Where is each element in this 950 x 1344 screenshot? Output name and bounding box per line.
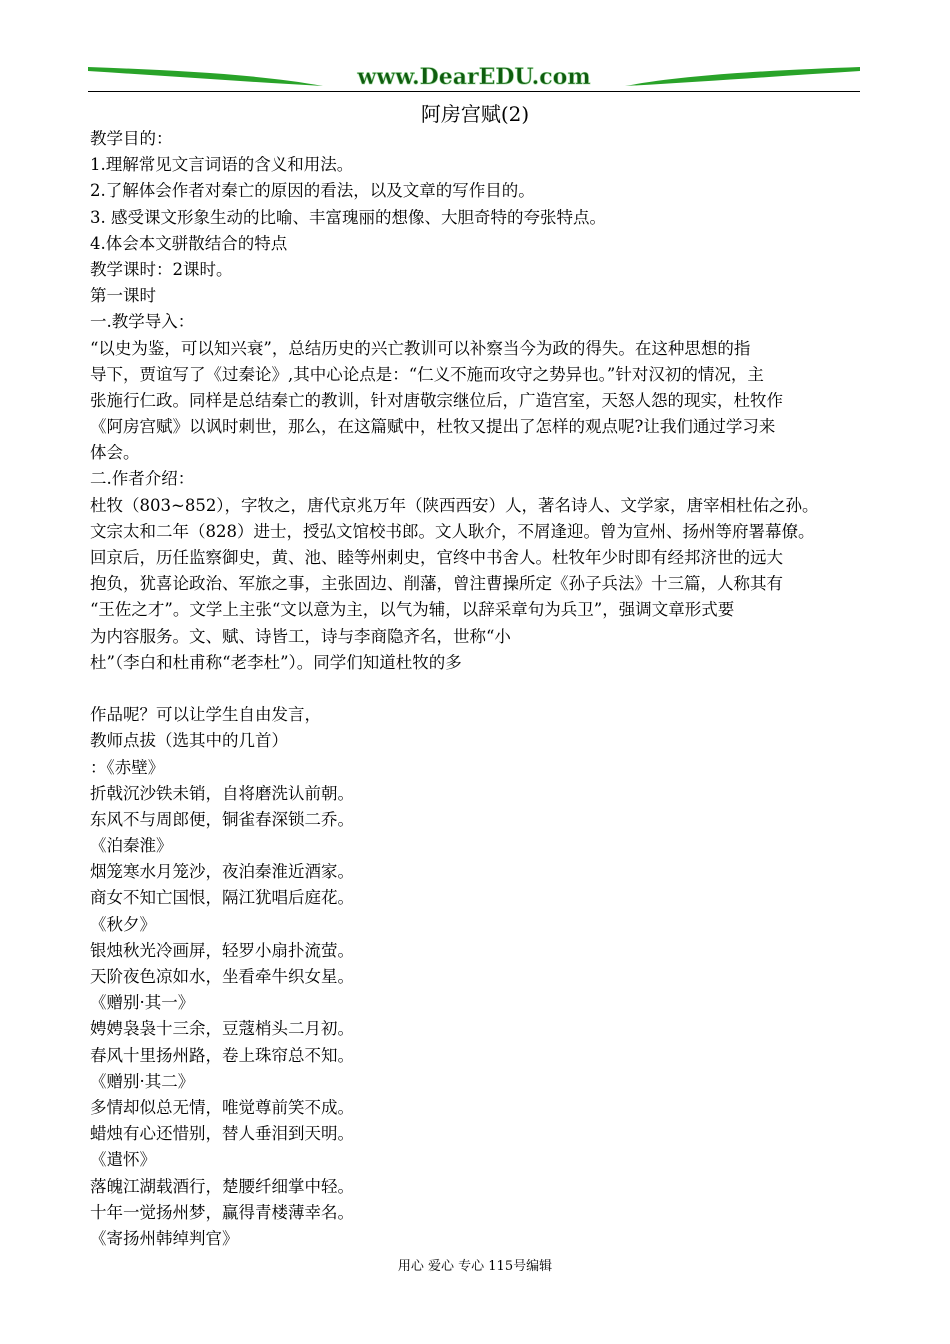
text-line: 2.了解体会作者对秦亡的原因的看法，以及文章的写作目的。 bbox=[90, 181, 535, 201]
text-line: 烟笼寒水月笼沙，夜泊秦淮近酒家。 bbox=[90, 862, 354, 882]
text-line: 落魄江湖载酒行，楚腰纤细掌中轻。 bbox=[90, 1176, 354, 1196]
text-line: 十年一觉扬州梦，赢得青楼薄幸名。 bbox=[90, 1202, 354, 1222]
text-line: 体会。 bbox=[90, 443, 140, 463]
document-body bbox=[90, 126, 870, 1252]
text-line: 教学课时：2课时。 bbox=[90, 259, 233, 279]
text-line: 3. 感受课文形象生动的比喻、丰富瑰丽的想像、大胆奇特的夸张特点。 bbox=[90, 207, 606, 227]
header-banner bbox=[88, 62, 860, 92]
text-line: 蜡烛有心还惜别，替人垂泪到天明。 bbox=[90, 1124, 354, 1144]
text-line: 杜牧（803~852），字牧之，唐代京兆万年（陕西西安）人，著名诗人、文学家，唐宰相杜佑之孙。 bbox=[90, 495, 819, 515]
document-title: 阿房宫赋(2) bbox=[420, 102, 530, 126]
text-line: 银烛秋光冷画屏，轻罗小扇扑流萤。 bbox=[90, 940, 354, 960]
site-logo-text: www.DearEDU.com bbox=[357, 64, 591, 90]
site-logo bbox=[88, 62, 860, 92]
text-line: 4.体会本文骈散结合的特点 bbox=[90, 233, 288, 253]
text-line: 教师点拔（选其中的几首） bbox=[90, 731, 288, 751]
text-line: 折戟沉沙铁未销，自将磨洗认前朝。 bbox=[90, 783, 354, 803]
text-line: 二.作者介绍： bbox=[90, 469, 195, 489]
text-line: 第一课时 bbox=[90, 286, 156, 306]
text-line: 抱负，犹喜论政治、军旅之事，主张固边、削藩，曾注曹操所定《孙子兵法》十三篇，人称其有 bbox=[90, 574, 783, 594]
text-line: 东风不与周郎便，铜雀春深锁二乔。 bbox=[90, 809, 354, 829]
text-line: 多情却似总无情，唯觉尊前笑不成。 bbox=[90, 1097, 354, 1117]
text-line: 导下，贾谊写了《过秦论》,其中心论点是：“仁义不施而攻守之势异也。”针对汉初的情况，主 bbox=[90, 364, 764, 384]
text-line: 杜”（李白和杜甫称“老李杜”）。同学们知道杜牧的多 bbox=[90, 652, 462, 672]
text-line: 《泊秦淮》 bbox=[90, 836, 173, 856]
text-line: 娉娉袅袅十三余，豆蔻梢头二月初。 bbox=[90, 1019, 354, 1039]
text-line: 教学目的： bbox=[90, 129, 173, 148]
text-line: 张施行仁政。同样是总结秦亡的教训，针对唐敬宗继位后，广造宫室，天怒人怨的现实，杜牧作 bbox=[90, 390, 783, 410]
right-swoosh bbox=[625, 67, 860, 86]
text-line: 回京后，历任监察御史，黄、池、睦等州刺史，官终中书舍人。杜牧年少时即有经邦济世的远大 bbox=[90, 548, 783, 567]
text-line: “王佐之才”。文学上主张“文以意为主，以气为辅，以辞采章句为兵卫”，强调文章形式要 bbox=[90, 600, 735, 620]
page-footer: 用心 爱心 专心 115号编辑 bbox=[397, 1259, 553, 1274]
text-line: “以史为鉴，可以知兴衰”，总结历史的兴亡教训可以补察当今为政的得失。在这种思想的指 bbox=[90, 338, 751, 358]
left-swoosh bbox=[88, 67, 323, 86]
text-line: 《遣怀》 bbox=[90, 1150, 156, 1170]
text-line: 天阶夜色凉如水，坐看牵牛织女星。 bbox=[90, 967, 354, 986]
text-line: 为内容服务。文、赋、诗皆工，诗与李商隐齐名，世称“小 bbox=[90, 626, 511, 646]
text-line: 春风十里扬州路，卷上珠帘总不知。 bbox=[90, 1045, 354, 1065]
text-line: 《秋夕》 bbox=[90, 914, 156, 934]
text-line: 《寄扬州韩绰判官》 bbox=[90, 1228, 239, 1248]
text-line: 1.理解常见文言词语的含义和用法。 bbox=[90, 155, 354, 175]
text-line: 作品呢？可以让学生自由发言， bbox=[90, 705, 321, 725]
text-line: 《赠别·其一》 bbox=[90, 993, 195, 1013]
text-line: 《阿房宫赋》以讽时刺世，那么，在这篇赋中，杜牧又提出了怎样的观点呢?让我们通过学习来 bbox=[90, 417, 776, 437]
text-line: 商女不知亡国恨，隔江犹唱后庭花。 bbox=[90, 888, 354, 908]
text-line: 《赠别·其二》 bbox=[90, 1071, 195, 1091]
header-rule bbox=[88, 91, 860, 92]
text-line: 一.教学导入： bbox=[90, 312, 195, 332]
text-line: 文宗太和二年（828）进士，授弘文馆校书郎。文人耿介，不屑逢迎。曾为宣州、扬州等府署幕僚。 bbox=[90, 521, 815, 541]
text-line: ：《赤壁》 bbox=[90, 757, 165, 777]
text-line bbox=[90, 676, 870, 702]
